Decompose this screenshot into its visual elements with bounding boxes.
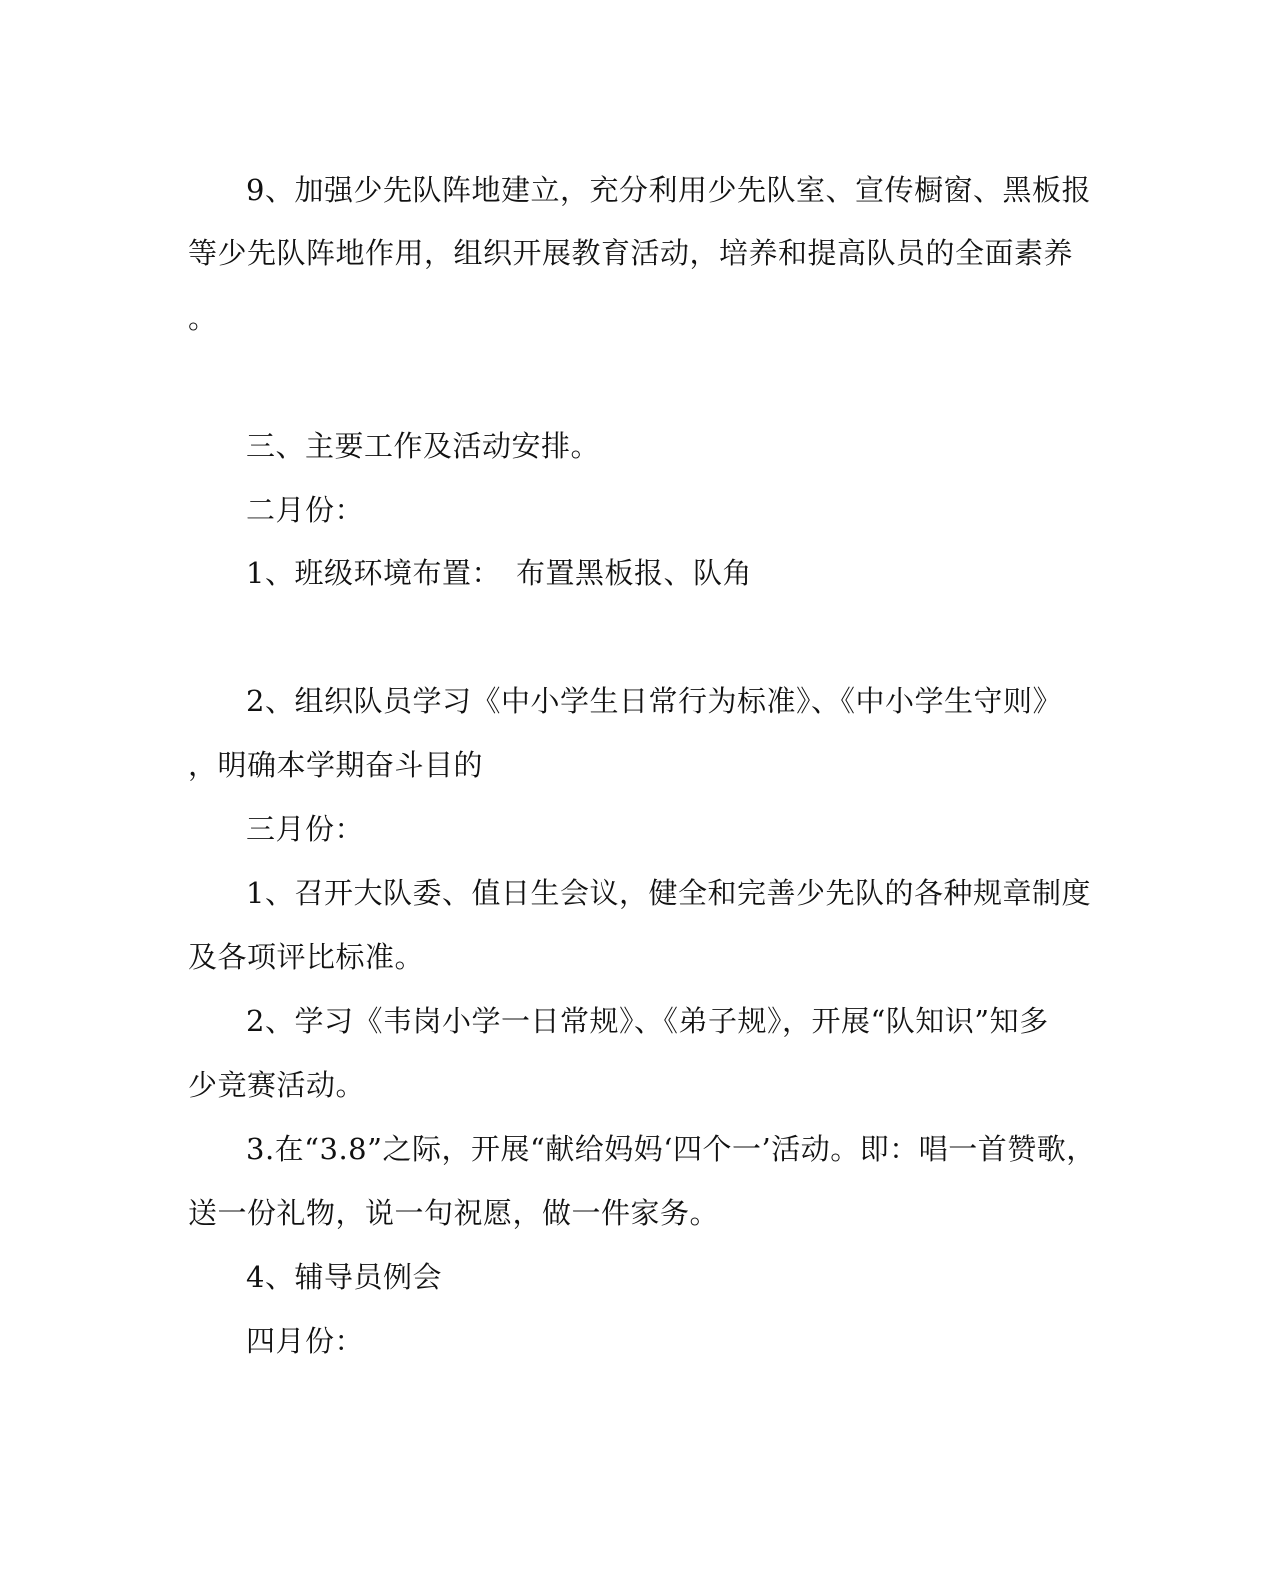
section-heading: 三、主要工作及活动安排。 <box>246 429 601 463</box>
paragraph-line: ，明确本学期奋斗目的 <box>188 748 484 782</box>
paragraph-line: 9、加强少先队阵地建立，充分利用少先队室、宣传橱窗、黑板报 <box>246 173 1091 207</box>
paragraph-line: 2、学习《韦岗小学一日常规》、《弟子规》，开展“队知识”知多 <box>246 1004 1049 1038</box>
paragraph-line: 3.在“3.8”之际，开展“献给妈妈‘四个一’活动。即：唱一首赞歌， <box>246 1132 1096 1166</box>
paragraph-line: 4、辅导员例会 <box>246 1260 442 1294</box>
paragraph-line: 送一份礼物，说一句祝愿，做一件家务。 <box>188 1196 720 1230</box>
month-heading: 二月份： <box>246 493 365 527</box>
paragraph-line: 1、召开大队委、值日生会议，健全和完善少先队的各种规章制度 <box>246 876 1091 910</box>
paragraph-line: 及各项评比标准。 <box>188 940 425 974</box>
paragraph-line: 1、班级环境布置： 布置黑板报、队角 <box>246 556 752 590</box>
paragraph-line: 等少先队阵地作用，组织开展教育活动，培养和提高队员的全面素养 <box>188 236 1074 270</box>
paragraph-line: 少竞赛活动。 <box>188 1068 366 1102</box>
paragraph-line: 。 <box>188 301 218 335</box>
month-heading: 三月份： <box>246 812 365 846</box>
month-heading: 四月份： <box>246 1324 365 1358</box>
paragraph-line: 2、组织队员学习《中小学生日常行为标准》、《中小学生守则》 <box>246 684 1062 718</box>
